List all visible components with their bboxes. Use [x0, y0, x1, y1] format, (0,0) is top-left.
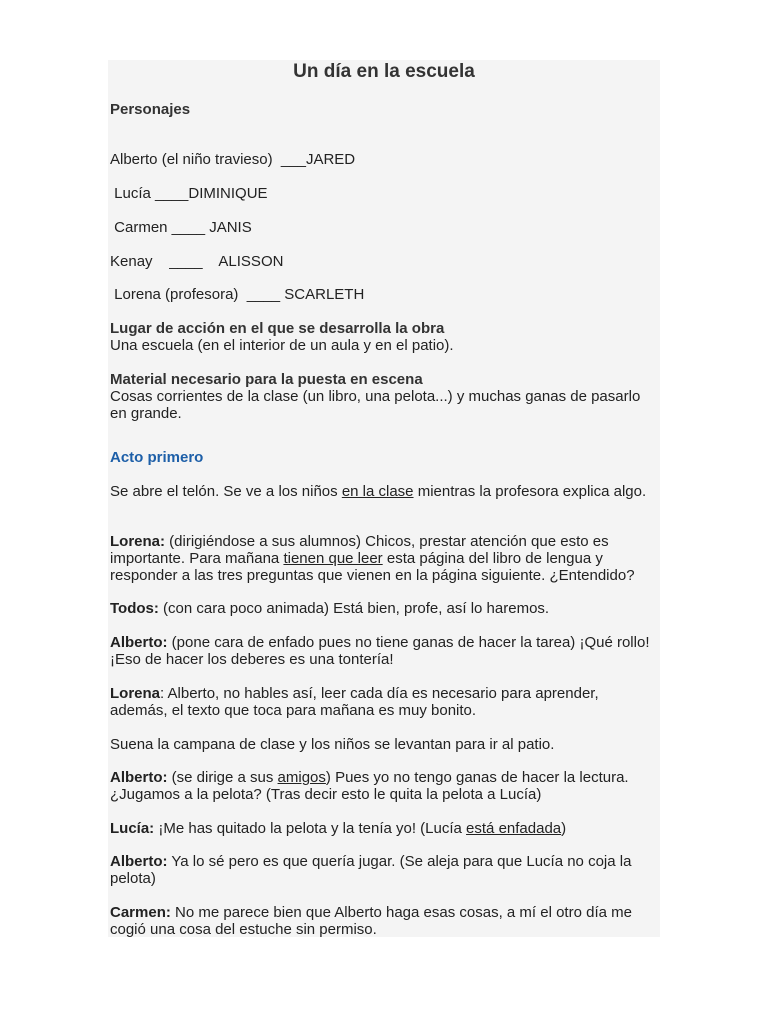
dialogue-paragraph	[110, 853, 658, 887]
lugar-text: Una escuela (en el interior de un aula y en el patio).	[110, 337, 454, 354]
character-line: Lorena (profesora) ____ SCARLETH	[110, 286, 365, 303]
speaker-name: Alberto:	[110, 853, 168, 870]
document-title: Un día en la escuela	[293, 61, 475, 82]
speaker-name: Todos:	[110, 600, 159, 617]
character-line: Carmen ____ JANIS	[110, 219, 252, 236]
dialogue-paragraph	[110, 533, 658, 584]
dialogue-text: ¡Me has quitado la pelota y la tenía yo! (Lucía	[154, 820, 467, 837]
paragraph-text: Se abre el telón. Se ve a los niños	[110, 483, 342, 500]
material-heading: Material necesario para la puesta en escena	[110, 371, 423, 388]
dialogue-paragraph	[110, 634, 658, 668]
paragraph-text: Suena la campana de clase y los niños se levantan para ir al patio.	[110, 736, 555, 753]
dialogue-paragraph	[110, 600, 658, 617]
underlined-text: amigos	[277, 769, 326, 786]
speaker-name: Lucía:	[110, 820, 155, 837]
speaker-name: Lorena:	[110, 533, 166, 550]
personajes-heading: Personajes	[110, 101, 191, 118]
underlined-text: tienen que leer	[283, 550, 383, 567]
dialogue-paragraph	[110, 904, 658, 938]
dialogue-paragraph	[110, 820, 658, 837]
dialogue-text: : Alberto, no hables así, leer cada día es necesario para aprender, además, el texto que toca para mañana es muy bonito.	[110, 685, 599, 719]
speaker-name: Lorena	[110, 685, 161, 702]
lugar-heading: Lugar de acción en el que se desarrolla la obra	[110, 320, 445, 337]
dialogue-text: )	[561, 820, 567, 837]
dialogue-text: (pone cara de enfado pues no tiene ganas de hacer la tarea) ¡Qué rollo! ¡Eso de hacer los deberes es una tontería!	[110, 634, 650, 668]
character-line: Lucía ____DIMINIQUE	[110, 185, 268, 202]
material-text: Cosas corrientes de la clase (un libro, una pelota...) y muchas ganas de pasarlo en grande.	[110, 388, 641, 422]
dialogue-text: (dirigiéndose a sus alumnos) Chicos, prestar atención que esto es importante. Para mañana	[110, 533, 609, 567]
lugar-section	[110, 320, 658, 354]
dialogue-text: Ya lo sé pero es que quería jugar. (Se aleja para que Lucía no coja la pelota)	[110, 853, 632, 887]
dialogue-text: (con cara poco animada) Está bien, profe, así lo haremos.	[158, 600, 550, 617]
dialogue-text: (se dirige a sus	[167, 769, 278, 786]
dialogue-paragraph	[110, 685, 658, 719]
character-line: Kenay ____ ALISSON	[110, 253, 284, 270]
paragraph	[110, 483, 658, 500]
underlined-text: en la clase	[341, 483, 414, 500]
speaker-name: Carmen:	[110, 904, 171, 921]
dialogue-text: esta página del libro de lengua y responder a las tres preguntas que vienen en la página siguiente. ¿Entendido?	[110, 550, 635, 584]
dialogue-text: No me parece bien que Alberto haga esas cosas, a mí el otro día me cogió una cosa del estuche sin permiso.	[110, 904, 632, 938]
dialogue-text: ) Pues yo no tengo ganas de hacer la lectura. ¿Jugamos a la pelota? (Tras decir esto le quita la pelota a Lucía)	[110, 769, 629, 803]
act-heading: Acto primero	[110, 449, 204, 466]
underlined-text: está enfadada	[466, 820, 562, 837]
speaker-name: Alberto:	[110, 634, 168, 651]
speaker-name: Alberto:	[110, 769, 168, 786]
paragraph	[110, 736, 658, 753]
character-line: Alberto (el niño travieso) ___JARED	[110, 151, 356, 168]
paragraph-text: mientras la profesora explica algo.	[413, 483, 647, 500]
document-page	[108, 60, 660, 937]
material-section	[110, 371, 658, 422]
dialogue-paragraph	[110, 769, 658, 803]
